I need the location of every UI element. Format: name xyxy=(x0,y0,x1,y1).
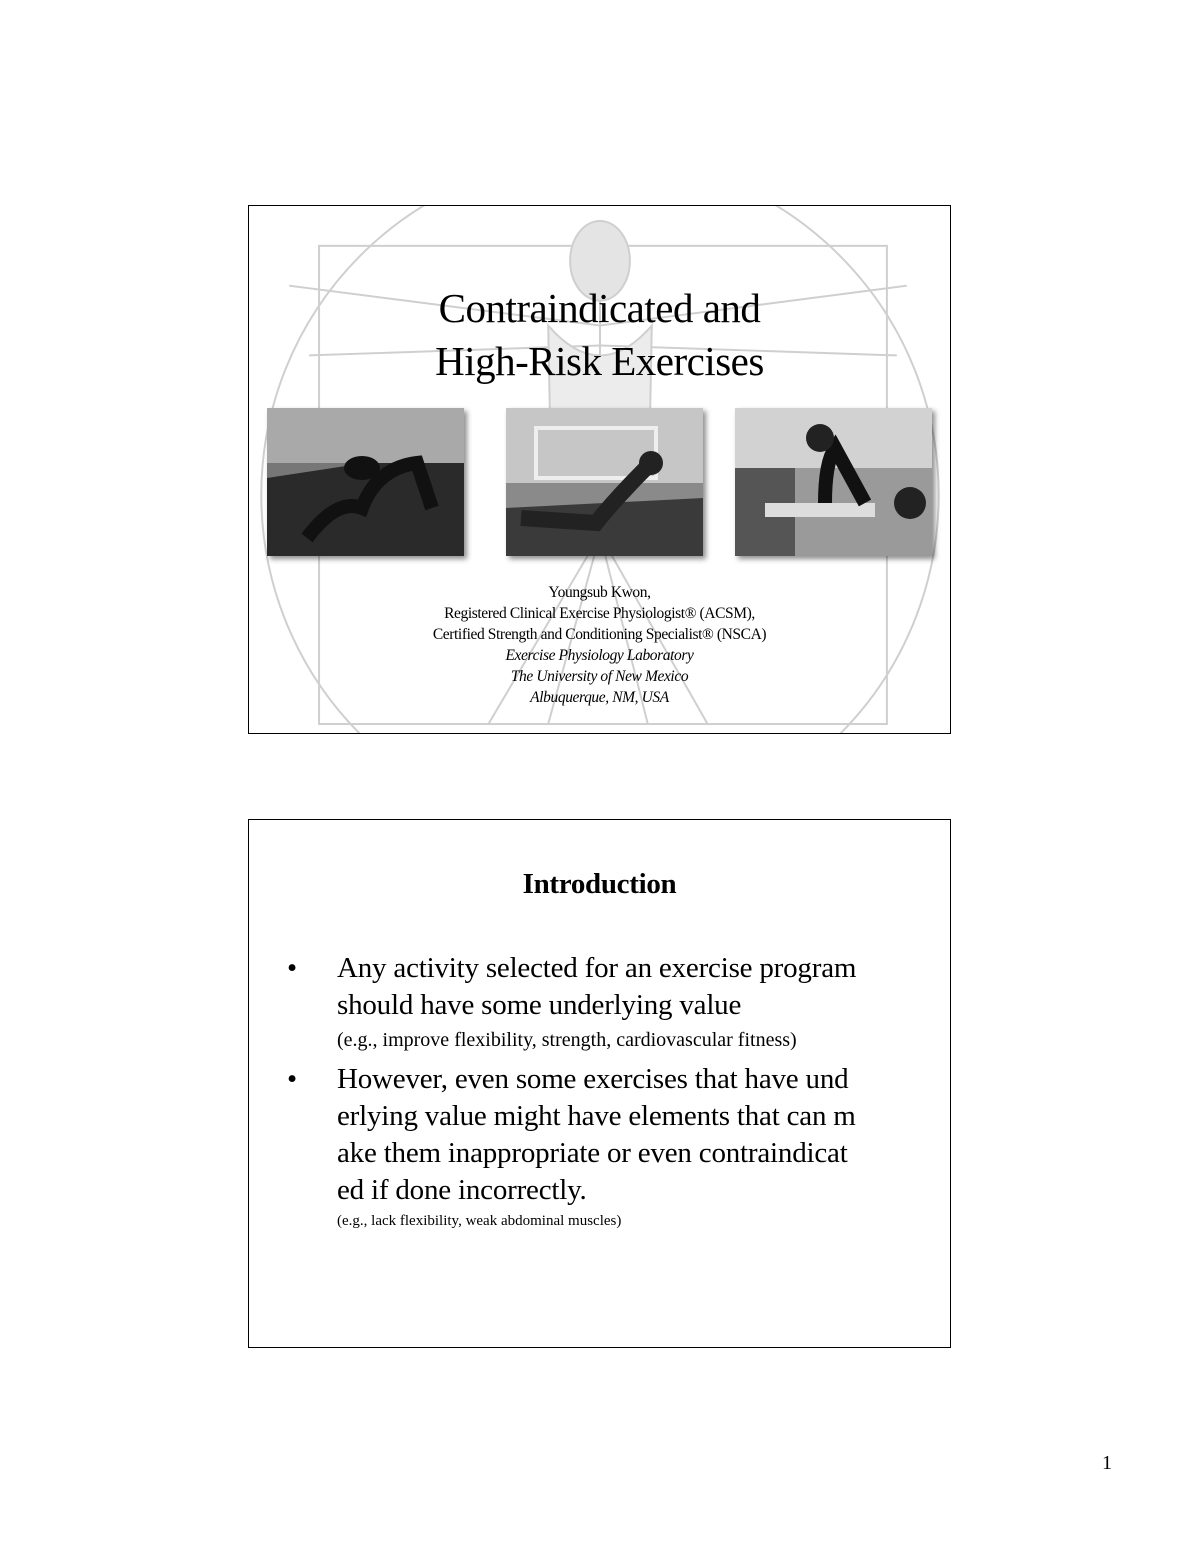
bullet-text: However, even some exercises that have und erlying value might have elements that can m ake them inappropriate or even contraindicat ed if done incorrectly. xyxy=(337,1063,856,1206)
bullet-example: (e.g., lack flexibility, weak abdominal muscles) xyxy=(337,1213,622,1229)
author-name: Youngsub Kwon, xyxy=(548,584,651,601)
bullet-text: Any activity selected for an exercise program should have some underlying value xyxy=(337,952,857,1021)
author-credits xyxy=(249,582,950,708)
credential-2: Certified Strength and Conditioning Specialist® (NSCA) xyxy=(432,626,767,643)
title-line-2: High-Risk Exercises xyxy=(435,338,764,384)
title-line-1: Contraindicated and xyxy=(438,285,761,331)
bullet-icon: • xyxy=(287,1063,298,1095)
title-slide xyxy=(248,205,951,734)
slide-title xyxy=(249,282,950,388)
page-number: 1 xyxy=(1102,1452,1112,1474)
seated-overhead-press-photo xyxy=(735,408,932,556)
location: Albuquerque, NM, USA xyxy=(530,689,669,706)
list-item xyxy=(285,950,925,1055)
bullet-list xyxy=(285,950,925,1237)
bullet-icon: • xyxy=(287,952,298,984)
university-name: The University of New Mexico xyxy=(510,668,689,685)
credential-1: Registered Clinical Exercise Physiologist® (ACSM), xyxy=(444,605,755,622)
plow-stretch-photo xyxy=(267,408,464,556)
slide-title: Introduction xyxy=(522,868,677,900)
introduction-slide xyxy=(248,819,951,1348)
sit-up-photo xyxy=(506,408,703,556)
list-item xyxy=(285,1061,925,1231)
lab-name: Exercise Physiology Laboratory xyxy=(505,647,694,664)
bullet-example: (e.g., improve flexibility, strength, cardiovascular fitness) xyxy=(337,1029,797,1051)
